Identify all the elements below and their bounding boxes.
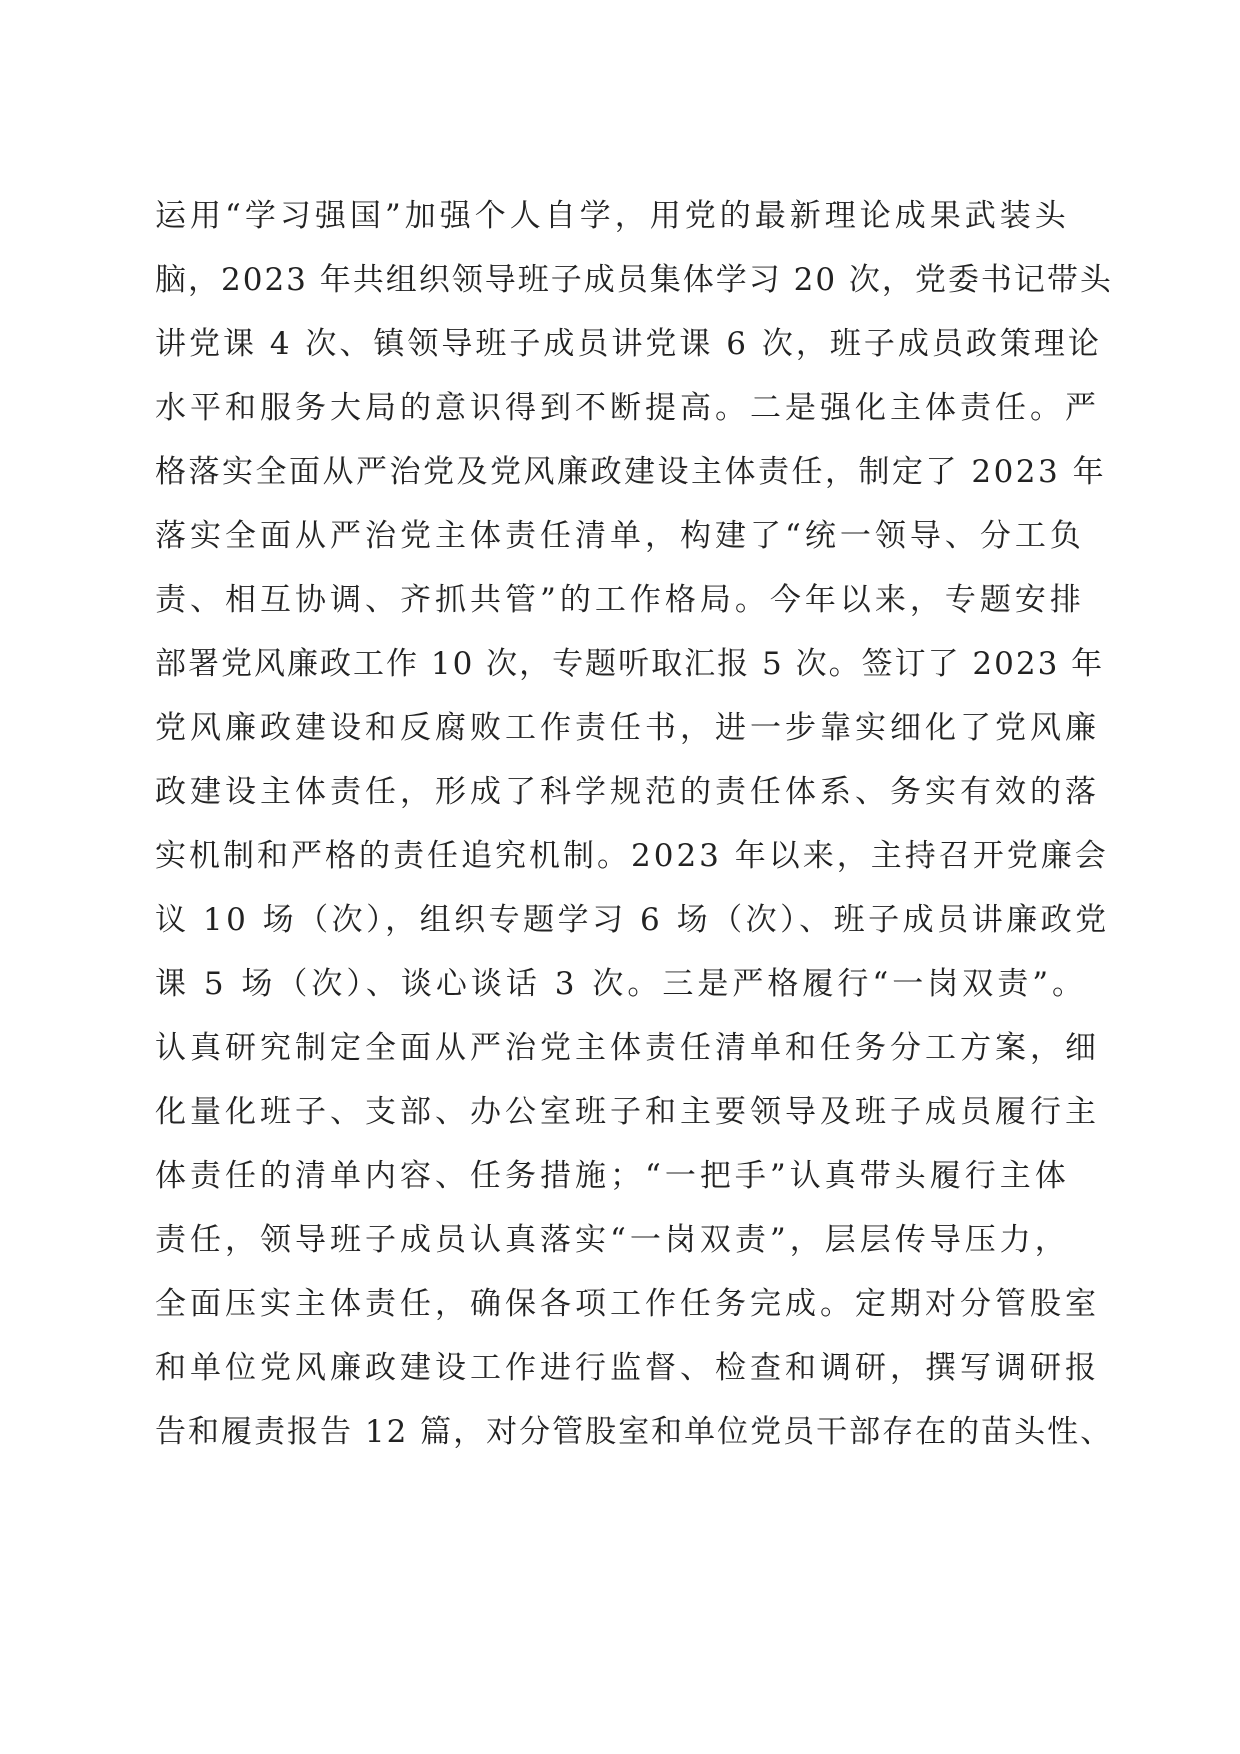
text-line-8: 部署党风廉政工作 10 次，专题听取汇报 5 次。签订了 2023 年: [155, 646, 1105, 682]
text-line-1: 运用“学习强国”加强个人自学，用党的最新理论成果武装头: [155, 198, 1070, 234]
text-line-5: 格落实全面从严治党及党风廉政建设主体责任，制定了 2023 年: [155, 454, 1107, 490]
text-line-11: 实机制和严格的责任追究机制。2023 年以来，主持召开党廉会: [155, 838, 1109, 874]
text-line-12: 议 10 场（次），组织专题学习 6 场（次）、班子成员讲廉政党: [155, 902, 1110, 938]
text-line-10: 政建设主体责任，形成了科学规范的责任体系、务实有效的落: [155, 774, 1100, 810]
text-line-15: 化量化班子、支部、办公室班子和主要领导及班子成员履行主: [155, 1094, 1100, 1130]
text-line-2: 脑，2023 年共组织领导班子成员集体学习 20 次，党委书记带头: [155, 262, 1113, 298]
text-line-18: 全面压实主体责任，确保各项工作任务完成。定期对分管股室: [155, 1286, 1100, 1322]
text-line-7: 责、相互协调、齐抓共管”的工作格局。今年以来，专题安排: [155, 582, 1085, 618]
body-paragraph: [155, 184, 1115, 1464]
text-line-4: 水平和服务大局的意识得到不断提高。二是强化主体责任。严: [155, 390, 1100, 426]
text-line-17: 责任，领导班子成员认真落实“一岗双责”，层层传导压力，: [155, 1222, 1070, 1258]
text-line-13: 课 5 场（次）、谈心谈话 3 次。三是严格履行“一岗双责”。: [155, 966, 1088, 1002]
text-line-16: 体责任的清单内容、任务措施；“一把手”认真带头履行主体: [155, 1158, 1070, 1194]
text-line-3: 讲党课 4 次、镇领导班子成员讲党课 6 次，班子成员政策理论: [155, 326, 1102, 362]
text-line-19: 和单位党风廉政建设工作进行监督、检查和调研，撰写调研报: [155, 1350, 1100, 1386]
text-line-9: 党风廉政建设和反腐败工作责任书，进一步靠实细化了党风廉: [155, 710, 1100, 746]
text-line-6: 落实全面从严治党主体责任清单，构建了“统一领导、分工负: [155, 518, 1085, 554]
text-line-14: 认真研究制定全面从严治党主体责任清单和任务分工方案，细: [155, 1030, 1100, 1066]
text-line-20: 告和履责报告 12 篇，对分管股室和单位党员干部存在的苗头性、: [155, 1414, 1114, 1450]
